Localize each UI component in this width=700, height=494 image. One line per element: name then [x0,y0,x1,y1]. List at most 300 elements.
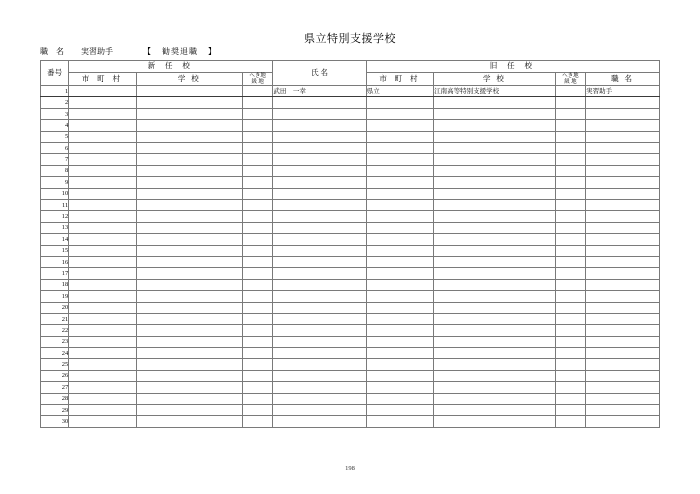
cell-school-new [136,188,242,199]
table-header-group-row [41,61,660,73]
cell-school-old [434,336,556,347]
cell-hen-old [555,279,585,290]
cell-school-new [136,291,242,302]
cell-name [273,325,366,336]
cell-name [273,200,366,211]
cell-hen-new [242,97,272,108]
cell-post-old [586,405,660,416]
cell-school-new [136,348,242,359]
cell-hen-new [242,222,272,233]
cell-name [273,188,366,199]
table-row [41,370,660,381]
cell-post-old [586,256,660,267]
cell-school-new [136,302,242,313]
cell-name [273,131,366,142]
cell-hen-new [242,143,272,154]
table-row [41,416,660,427]
table-row [41,108,660,119]
table-row [41,256,660,267]
cell-school-new [136,211,242,222]
cell-school-old [434,108,556,119]
cell-number: 14 [41,234,69,245]
cell-post-old [586,97,660,108]
cell-number: 21 [41,313,69,324]
header-hen-old-line2: 級 地 [564,79,577,86]
header-city-new: 市 町 村 [69,73,136,86]
cell-name [273,234,366,245]
cell-school-old [434,131,556,142]
header-city-old: 市 町 村 [366,73,433,86]
cell-city-old [366,302,433,313]
cell-hen-new [242,370,272,381]
cell-city-old [366,211,433,222]
cell-school-old [434,382,556,393]
header-hen-new-line1: へき地 [249,73,266,79]
table-row [41,382,660,393]
cell-city-old [366,313,433,324]
cell-city-new [69,279,136,290]
cell-number: 1 [41,86,69,97]
cell-hen-old [555,302,585,313]
table-row [41,359,660,370]
cell-hen-old [555,416,585,427]
cell-number: 22 [41,325,69,336]
cell-school-new [136,416,242,427]
cell-city-old [366,97,433,108]
cell-city-old [366,348,433,359]
post-value: 実習助手 [81,47,113,56]
cell-number: 27 [41,382,69,393]
cell-number: 26 [41,370,69,381]
cell-hen-new [242,86,272,97]
cell-name [273,405,366,416]
cell-number: 2 [41,97,69,108]
cell-city-new [69,211,136,222]
cell-post-old [586,279,660,290]
cell-school-new [136,131,242,142]
cell-post-old [586,336,660,347]
cell-number: 9 [41,177,69,188]
cell-post-old [586,302,660,313]
header-school-new: 学 校 [136,73,242,86]
cell-school-old [434,325,556,336]
cell-city-new [69,108,136,119]
cell-name [273,336,366,347]
cell-hen-old [555,348,585,359]
cell-number: 30 [41,416,69,427]
cell-number: 15 [41,245,69,256]
cell-city-new [69,336,136,347]
cell-number: 13 [41,222,69,233]
cell-name [273,291,366,302]
cell-city-new [69,416,136,427]
cell-school-old [434,393,556,404]
cell-hen-old [555,120,585,131]
cell-name [273,154,366,165]
cell-name [273,268,366,279]
cell-city-old: 県立 [366,86,433,97]
cell-hen-new [242,131,272,142]
cell-school-new [136,165,242,176]
cell-hen-old [555,86,585,97]
cell-post-old [586,370,660,381]
cell-post-old [586,154,660,165]
cell-school-old [434,143,556,154]
cell-city-new [69,86,136,97]
cell-hen-old [555,382,585,393]
cell-hen-new [242,382,272,393]
header-number: 番号 [41,61,69,86]
cell-hen-new [242,279,272,290]
cell-school-new [136,222,242,233]
cell-post-old [586,120,660,131]
bracket-text: 勧奨退職 [162,47,198,56]
cell-number: 24 [41,348,69,359]
table-row [41,313,660,324]
cell-number: 8 [41,165,69,176]
cell-hen-old [555,222,585,233]
cell-city-new [69,291,136,302]
table-row [41,120,660,131]
cell-school-new [136,405,242,416]
header-hen-new-line2: 級 地 [251,79,264,86]
cell-hen-old [555,200,585,211]
cell-name [273,382,366,393]
cell-school-old [434,291,556,302]
table-row [41,131,660,142]
cell-city-old [366,405,433,416]
cell-hen-old [555,268,585,279]
cell-name [273,302,366,313]
cell-hen-new [242,291,272,302]
cell-post-old [586,393,660,404]
cell-name [273,313,366,324]
cell-city-new [69,405,136,416]
cell-post-old [586,325,660,336]
cell-city-new [69,256,136,267]
cell-hen-old [555,154,585,165]
cell-city-old [366,336,433,347]
cell-hen-new [242,325,272,336]
header-hen-old [555,73,585,86]
cell-school-old [434,256,556,267]
table-row [41,188,660,199]
page-title: 県立特別支援学校 [304,33,396,45]
table-row [41,165,660,176]
cell-city-old [366,382,433,393]
cell-post-old [586,188,660,199]
cell-post-old [586,211,660,222]
cell-city-old [366,177,433,188]
cell-number: 11 [41,200,69,211]
cell-hen-old [555,405,585,416]
cell-school-new [136,382,242,393]
table-row [41,405,660,416]
cell-city-old [366,222,433,233]
header-new-school-group: 新 任 校 [69,61,273,73]
cell-city-old [366,359,433,370]
bracket-open: 【 [143,47,152,56]
cell-city-new [69,325,136,336]
cell-hen-old [555,245,585,256]
table-row [41,245,660,256]
header-hen-old-line1: へき地 [562,73,579,79]
cell-city-old [366,291,433,302]
cell-city-old [366,108,433,119]
cell-school-new [136,393,242,404]
cell-hen-old [555,325,585,336]
cell-city-new [69,359,136,370]
cell-hen-new [242,348,272,359]
cell-post-old [586,382,660,393]
cell-school-new [136,177,242,188]
table-row [41,393,660,404]
cell-school-new [136,154,242,165]
table-row [41,336,660,347]
cell-city-old [366,256,433,267]
cell-name [273,256,366,267]
header-post-old: 職 名 [586,73,660,86]
cell-city-old [366,200,433,211]
cell-school-old [434,165,556,176]
cell-hen-new [242,245,272,256]
cell-number: 12 [41,211,69,222]
cell-post-old [586,177,660,188]
cell-city-old [366,143,433,154]
cell-number: 3 [41,108,69,119]
cell-city-new [69,370,136,381]
cell-city-new [69,97,136,108]
cell-number: 16 [41,256,69,267]
cell-school-new [136,359,242,370]
cell-name [273,97,366,108]
cell-name [273,222,366,233]
cell-city-new [69,222,136,233]
cell-school-old [434,188,556,199]
cell-post-old [586,165,660,176]
cell-number: 19 [41,291,69,302]
cell-hen-old [555,188,585,199]
table-row [41,348,660,359]
cell-post-old: 実習助手 [586,86,660,97]
table-row [41,154,660,165]
cell-name [273,143,366,154]
header-name: 氏 名 [273,61,366,86]
cell-post-old [586,313,660,324]
cell-hen-new [242,359,272,370]
cell-hen-new [242,154,272,165]
table-row [41,325,660,336]
cell-number: 10 [41,188,69,199]
cell-city-old [366,131,433,142]
cell-school-old [434,234,556,245]
post-header-line [40,46,217,57]
cell-school-old [434,416,556,427]
table-row [41,291,660,302]
cell-hen-new [242,416,272,427]
cell-school-old [434,97,556,108]
table-row [41,268,660,279]
cell-number: 4 [41,120,69,131]
cell-city-old [366,393,433,404]
cell-school-new [136,268,242,279]
cell-hen-old [555,336,585,347]
cell-school-old [434,177,556,188]
cell-school-new [136,370,242,381]
cell-city-new [69,165,136,176]
table-row [41,200,660,211]
post-label: 職 名 [40,47,67,56]
cell-hen-old [555,291,585,302]
cell-city-old [366,325,433,336]
transfer-table [40,60,660,428]
cell-city-new [69,393,136,404]
cell-hen-old [555,177,585,188]
cell-hen-old [555,143,585,154]
cell-name [273,348,366,359]
cell-post-old [586,245,660,256]
cell-city-old [366,370,433,381]
cell-school-new [136,97,242,108]
header-old-school-group: 旧 任 校 [366,61,659,73]
cell-number: 25 [41,359,69,370]
cell-hen-old [555,108,585,119]
cell-post-old [586,200,660,211]
cell-name [273,279,366,290]
cell-school-old [434,222,556,233]
cell-school-new [136,143,242,154]
cell-school-new [136,279,242,290]
cell-name [273,359,366,370]
cell-hen-new [242,211,272,222]
cell-school-new [136,336,242,347]
cell-post-old [586,416,660,427]
cell-name [273,165,366,176]
cell-name [273,120,366,131]
cell-number: 20 [41,302,69,313]
cell-school-old [434,370,556,381]
cell-hen-new [242,313,272,324]
cell-number: 29 [41,405,69,416]
cell-number: 7 [41,154,69,165]
cell-post-old [586,131,660,142]
cell-city-old [366,416,433,427]
cell-city-new [69,234,136,245]
cell-hen-old [555,313,585,324]
cell-school-old [434,302,556,313]
cell-post-old [586,222,660,233]
cell-name: 武田 一幸 [273,86,366,97]
cell-city-old [366,188,433,199]
table-row [41,143,660,154]
table-row [41,211,660,222]
cell-hen-new [242,108,272,119]
cell-post-old [586,108,660,119]
page-number: 198 [345,465,355,472]
cell-hen-new [242,234,272,245]
cell-number: 23 [41,336,69,347]
cell-city-new [69,382,136,393]
cell-school-old [434,245,556,256]
cell-hen-new [242,405,272,416]
cell-school-new [136,120,242,131]
cell-city-new [69,302,136,313]
table-row [41,222,660,233]
cell-post-old [586,143,660,154]
cell-school-old [434,279,556,290]
cell-number: 17 [41,268,69,279]
cell-school-old: 江南高等特別支援学校 [434,86,556,97]
table-row [41,302,660,313]
cell-name [273,245,366,256]
cell-name [273,393,366,404]
cell-city-old [366,279,433,290]
table-row [41,86,660,97]
cell-hen-old [555,97,585,108]
cell-city-new [69,245,136,256]
cell-school-old [434,405,556,416]
table-row [41,177,660,188]
cell-name [273,211,366,222]
cell-city-new [69,188,136,199]
cell-number: 18 [41,279,69,290]
cell-city-new [69,200,136,211]
cell-city-new [69,348,136,359]
cell-hen-new [242,165,272,176]
cell-hen-new [242,336,272,347]
retirement-note [143,47,217,56]
cell-school-new [136,256,242,267]
cell-school-old [434,154,556,165]
cell-number: 28 [41,393,69,404]
cell-hen-new [242,188,272,199]
cell-hen-new [242,268,272,279]
cell-hen-old [555,211,585,222]
cell-name [273,370,366,381]
cell-school-new [136,86,242,97]
cell-hen-old [555,393,585,404]
cell-post-old [586,359,660,370]
cell-post-old [586,234,660,245]
cell-number: 5 [41,131,69,142]
cell-post-old [586,348,660,359]
cell-hen-old [555,370,585,381]
cell-city-new [69,143,136,154]
cell-city-old [366,268,433,279]
cell-school-old [434,359,556,370]
table-row [41,234,660,245]
cell-name [273,177,366,188]
table-row [41,279,660,290]
cell-school-new [136,108,242,119]
cell-city-old [366,234,433,245]
cell-school-new [136,234,242,245]
cell-city-old [366,165,433,176]
cell-school-old [434,348,556,359]
cell-hen-new [242,120,272,131]
cell-hen-new [242,256,272,267]
table-row [41,97,660,108]
cell-school-old [434,313,556,324]
cell-post-old [586,268,660,279]
cell-post-old [586,291,660,302]
cell-hen-new [242,200,272,211]
cell-school-new [136,245,242,256]
cell-city-old [366,154,433,165]
bracket-close: 】 [208,47,217,56]
cell-hen-old [555,165,585,176]
cell-city-old [366,120,433,131]
